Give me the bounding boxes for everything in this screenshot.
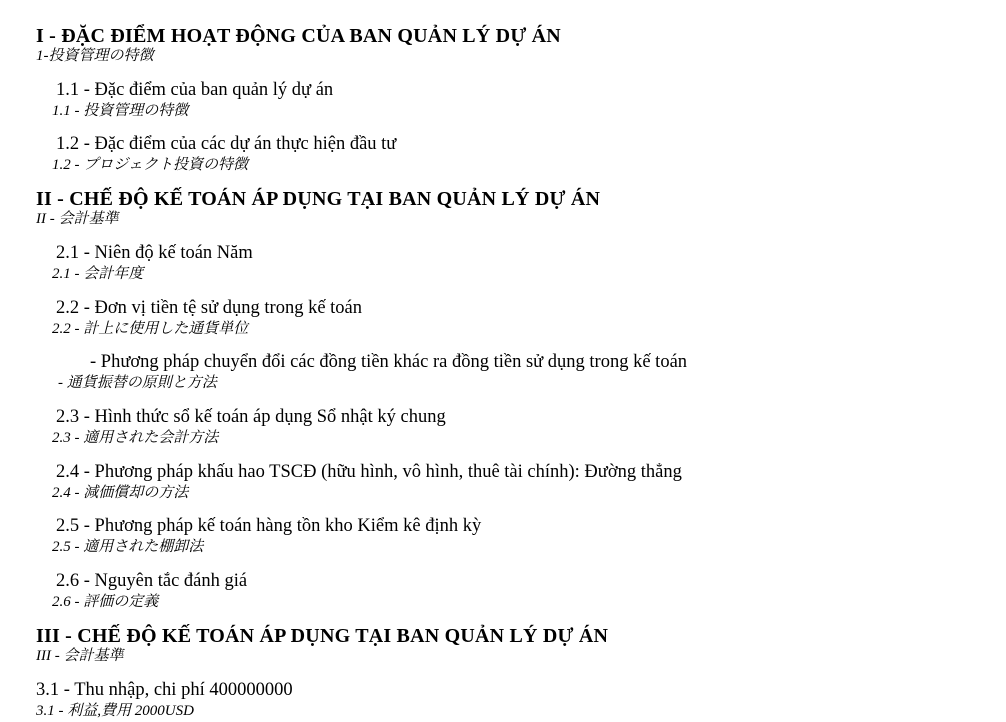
item-2-2-method-translation: - 通貨振替の原則と方法 xyxy=(58,375,217,391)
section-heading-3-translation: III - 会計基準 xyxy=(36,648,124,664)
item-2-5-translation: 2.5 - 適用された棚卸法 xyxy=(52,539,204,555)
item-1-1: 1.1 - Đặc điểm của ban quản lý dự án xyxy=(56,80,334,100)
item-2-2-translation: 2.2 - 計上に使用した通貨単位 xyxy=(52,321,249,337)
section-heading-1-translation: 1-投資管理の特徴 xyxy=(36,48,154,64)
item-2-1-translation: 2.1 - 会計年度 xyxy=(52,266,144,282)
section-heading-1: I - ĐẶC ĐIỂM HOẠT ĐỘNG CỦA BAN QUẢN LÝ DỰ ÁN xyxy=(36,25,561,47)
item-3-1: 3.1 - Thu nhập, chi phí 400000000 xyxy=(36,680,293,700)
item-2-5: 2.5 - Phương pháp kế toán hàng tồn kho Kiểm kê định kỳ xyxy=(56,516,482,536)
item-1-1-translation: 1.1 - 投資管理の特徴 xyxy=(52,103,189,119)
item-2-2-method: - Phương pháp chuyển đổi các đồng tiền khác ra đồng tiền sử dụng trong kế toán xyxy=(90,352,688,372)
item-2-6: 2.6 - Nguyên tắc đánh giá xyxy=(56,571,248,591)
item-2-3: 2.3 - Hình thức sổ kế toán áp dụng Sổ nhật ký chung xyxy=(56,407,446,427)
item-2-4: 2.4 - Phương pháp khấu hao TSCĐ (hữu hình, vô hình, thuê tài chính): Đường thẳng xyxy=(56,462,682,482)
section-heading-2-translation: II - 会計基準 xyxy=(36,211,119,227)
item-2-1: 2.1 - Niên độ kế toán Năm xyxy=(56,243,253,263)
item-1-2: 1.2 - Đặc điểm của các dự án thực hiện đầu tư xyxy=(56,134,397,154)
item-2-6-translation: 2.6 - 評価の定義 xyxy=(52,594,159,610)
section-heading-2: II - CHẾ ĐỘ KẾ TOÁN ÁP DỤNG TẠI BAN QUẢN LÝ DỰ ÁN xyxy=(36,188,601,210)
item-3-1-translation: 3.1 - 利益,費用 2000USD xyxy=(36,703,194,719)
item-1-2-translation: 1.2 - プロジェクト投資の特徴 xyxy=(52,157,248,173)
item-2-4-translation: 2.4 - 減価償却の方法 xyxy=(52,485,189,501)
item-2-2: 2.2 - Đơn vị tiền tệ sử dụng trong kế toán xyxy=(56,298,362,318)
section-heading-3: III - CHẾ ĐỘ KẾ TOÁN ÁP DỤNG TẠI BAN QUẢN LÝ DỰ ÁN xyxy=(36,625,609,647)
item-2-3-translation: 2.3 - 適用された会計方法 xyxy=(52,430,219,446)
